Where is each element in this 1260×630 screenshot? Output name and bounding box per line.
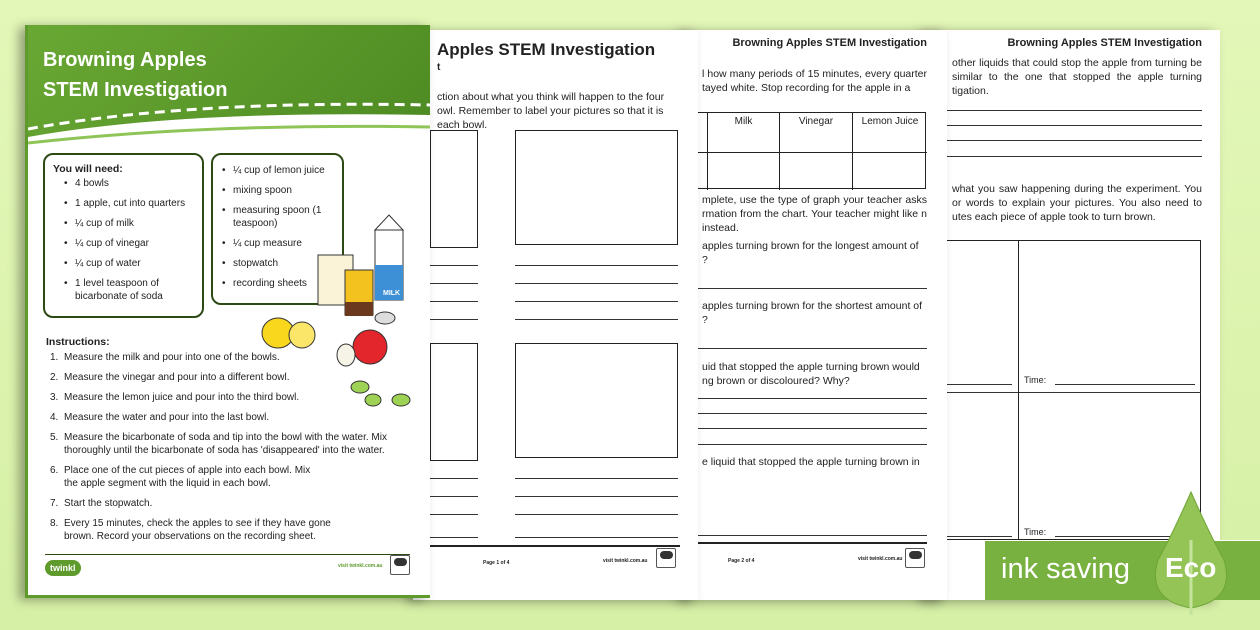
page-title: Browning Apples STEM Investigation bbox=[1007, 37, 1202, 49]
time-field[interactable] bbox=[1055, 384, 1195, 385]
intro-text: other liquids that could stop the apple from turning be similar to the one that stopped the apple turning tigation. bbox=[952, 57, 1202, 97]
graph-instructions: mplete, use the type of graph your teacher asks rmation from the chart. Your teacher might like n instead. bbox=[702, 194, 927, 234]
page-2 bbox=[413, 30, 698, 600]
intro-text: l how many periods of 15 minutes, every quarter tayed white. Stop recording for the apple in a bbox=[702, 68, 927, 94]
page-title: Apples STEM Investigation bbox=[437, 40, 656, 59]
instruction-step: 8. Every 15 minutes, check the apples to see if they have gone brown. Record your observations on the recording sheet. bbox=[50, 518, 331, 542]
instruction-step: 5. Measure the bicarbonate of soda and tip into the bowl with the water. Mix thoroughly until the bicarbonate of soda has 'disappeared' into the water. bbox=[50, 432, 387, 456]
instruction-step: 4. Measure the water and pour into the last bowl. bbox=[50, 412, 270, 423]
drawing-box bbox=[430, 130, 478, 248]
instruction-step: 2. Measure the vinegar and pour into a different bowl. bbox=[50, 372, 290, 383]
footer-link[interactable]: visit twinkl.com.au bbox=[858, 556, 903, 562]
page-subtitle: t bbox=[437, 62, 441, 73]
page-3 bbox=[683, 30, 947, 600]
quality-badge-icon bbox=[390, 555, 410, 575]
quality-badge-icon bbox=[905, 548, 925, 568]
material-item: • ¼ cup measure bbox=[219, 237, 336, 250]
eco-label: Eco bbox=[1165, 552, 1217, 583]
material-item: • ¼ cup of lemon juice bbox=[219, 164, 336, 177]
material-item: • stopwatch bbox=[219, 257, 336, 270]
material-item: • ¼ cup of water bbox=[61, 257, 194, 270]
material-item: • mixing spoon bbox=[219, 184, 336, 197]
materials-heading: You will need: bbox=[53, 163, 123, 175]
page-number: Page 1 of 4 bbox=[483, 560, 510, 566]
page-title: Browning Apples STEM Investigation bbox=[732, 37, 927, 49]
instructions-list bbox=[48, 351, 418, 550]
intro-text: ction about what you think will happen to the four owl. Remember to label your pictures so that it is each bowl. bbox=[437, 91, 665, 131]
table-header: Lemon Juice bbox=[853, 113, 927, 153]
cover-page bbox=[25, 25, 430, 598]
material-item: • recording sheets bbox=[219, 277, 336, 290]
material-item: • 1 apple, cut into quarters bbox=[61, 197, 194, 210]
time-label: Time: bbox=[1024, 375, 1047, 385]
table-header: Vinegar bbox=[780, 113, 853, 153]
material-item: • 4 bowls bbox=[61, 177, 194, 190]
question-1: apples turning brown for the longest amount of ? bbox=[702, 240, 919, 266]
drawing-box bbox=[515, 343, 678, 458]
material-item: • 1 level teaspoon of bicarbonate of soda bbox=[61, 277, 194, 303]
milk-carton-label: MILK bbox=[383, 290, 401, 297]
title-line-1: Browning Apples bbox=[43, 49, 207, 71]
materials-box-left bbox=[43, 153, 204, 318]
page-number: Page 2 of 4 bbox=[728, 558, 755, 564]
instruction-step: 3. Measure the lemon juice and pour into the third bowl. bbox=[50, 392, 300, 403]
instructions-heading: Instructions: bbox=[46, 336, 110, 348]
instruction-step: 1. Measure the milk and pour into one of the bowls. bbox=[50, 352, 280, 363]
lemon-illustration bbox=[260, 315, 320, 351]
drawing-box bbox=[430, 343, 478, 461]
question-3: uid that stopped the apple turning brown would ng brown or discoloured? Why? bbox=[702, 361, 920, 387]
question-2: apples turning brown for the shortest amount of ? bbox=[702, 300, 923, 326]
footer-link[interactable]: visit twinkl.com.au bbox=[338, 563, 383, 569]
twinkl-logo: twinkl bbox=[45, 560, 81, 576]
ink-saving-label: ink saving bbox=[1001, 553, 1130, 585]
title-line-2: STEM Investigation bbox=[43, 79, 228, 101]
instruction-step: 6. Place one of the cut pieces of apple into each bowl. Mix the apple segment with the liquid in each bowl. bbox=[50, 465, 311, 489]
material-item: • ¼ cup of vinegar bbox=[61, 237, 194, 250]
question-4: e liquid that stopped the apple turning brown in bbox=[702, 456, 920, 468]
instruction-text: what you saw happening during the experiment. You or words to explain your pictures. You also need to utes each piece of apple took to turn brown. bbox=[952, 183, 1202, 223]
material-item: • measuring spoon (1 teaspoon) bbox=[219, 204, 336, 230]
drawing-box bbox=[515, 130, 678, 245]
time-label: Time: bbox=[1024, 527, 1047, 537]
instruction-step: 7. Start the stopwatch. bbox=[50, 498, 153, 509]
table-header: Milk bbox=[708, 113, 780, 153]
footer-link[interactable]: visit twinkl.com.au bbox=[603, 558, 648, 564]
quality-badge-icon bbox=[656, 548, 676, 568]
cover-title bbox=[43, 45, 227, 105]
results-table bbox=[690, 112, 926, 189]
material-item: • ¼ cup of milk bbox=[61, 217, 194, 230]
